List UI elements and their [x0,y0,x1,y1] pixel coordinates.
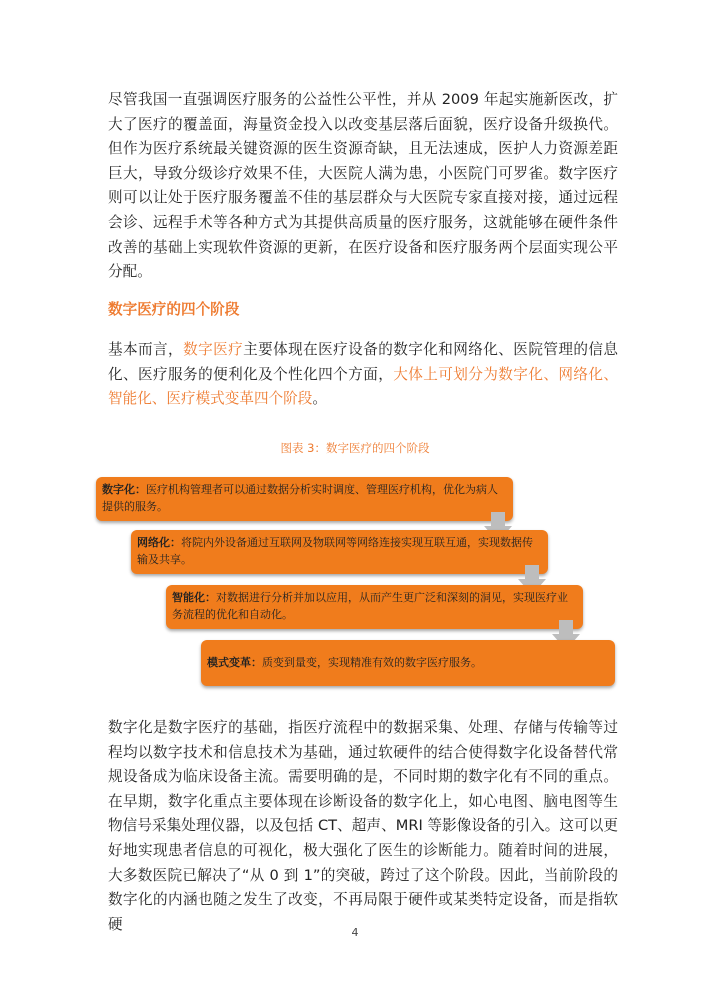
section-para-highlight-1: 数字医疗 [183,341,244,358]
section-para-text-1: 基本而言， [108,341,184,358]
stage-text: 将院内外设备通过互联网及物联网等网络连接实现互联互通，实现数据传输及共享。 [137,536,533,566]
stage-box-digitization [96,477,513,521]
stage-text: 对数据进行分析并加以应用，从而产生更广泛和深刻的洞见，实现医疗业务流程的优化和自动化。 [172,591,568,621]
section-heading: 数字医疗的四个阶段 [108,301,240,318]
section-para-text-2: 主要体现在医疗设备的数字化和网络化、医院管理的信息化、医疗服务的便利化及个性化四个方面， [108,341,618,383]
page-number: 4 [351,926,359,939]
section-paragraph [108,338,618,412]
stage-box-model-transformation [201,640,615,686]
section-para-highlight-2: 大体上可划分为数字化、网络化、智能化、医疗模式变革四个阶段 [108,365,618,408]
stage-text: 医疗机构管理者可以通过数据分析实时调度、管理医疗机构，优化为病人提供的服务。 [102,483,498,513]
stage-box-intelligence [166,585,583,629]
figure-caption: 图表 3：数字医疗的四个阶段 [280,441,430,455]
stage-title: 模式变革： [207,656,262,669]
stage-title: 数字化： [102,483,146,496]
stage-title: 网络化： [137,536,181,549]
stage-box-networking [131,530,548,574]
stage-text: 质变到量变，实现精准有效的数字医疗服务。 [262,656,482,669]
section-para-text-3: 。 [312,390,327,408]
body-paragraph: 数字化是数字医疗的基础，指医疗流程中的数据采集、处理、存储与传输等过程均以数字技术和信息技术为基础，通过软硬件的结合使得数字化设备替代常规设备成为临床设备主流。需要明确的是，不同时期的数字化有不同的重点。在早期，数字化重点主要体现在诊断设备的数字化上，如心电图、脑电图等生物信号采集处理仪器，以及包括 CT、超声、MRI 等影像设备的引入。这可以更好地实现患者信息的可视化，极大强化了医生的诊断能力。随着时间的进展，大多数医院已解决了“从 0 到 1”的突破，跨过了这个阶段。因此，当前阶段的数字化的内涵也随之发生了改变，不再局限于硬件或某类特定设备，而是指软硬 [108,719,618,933]
intro-paragraph: 尽管我国一直强调医疗服务的公益性公平性，并从 2009 年起实施新医改，扩大了医疗的覆盖面，海量资金投入以改变基层落后面貌，医疗设备升级换代。但作为医疗系统最关键资源的医生资源奇缺，且无法速成，医护人力资源差距巨大，导致分级诊疗效果不佳，大医院人满为患，小医院门可罗雀。数字医疗则可以让处于医疗服务覆盖不佳的基层群众与大医院专家直接对接，通过远程会诊、远程手术等各种方式为其提供高质量的医疗服务，这就能够在硬件条件改善的基础上实现软件资源的更新，在医疗设备和医疗服务两个层面实现公平分配。 [108,91,618,281]
stage-title: 智能化： [172,591,216,604]
